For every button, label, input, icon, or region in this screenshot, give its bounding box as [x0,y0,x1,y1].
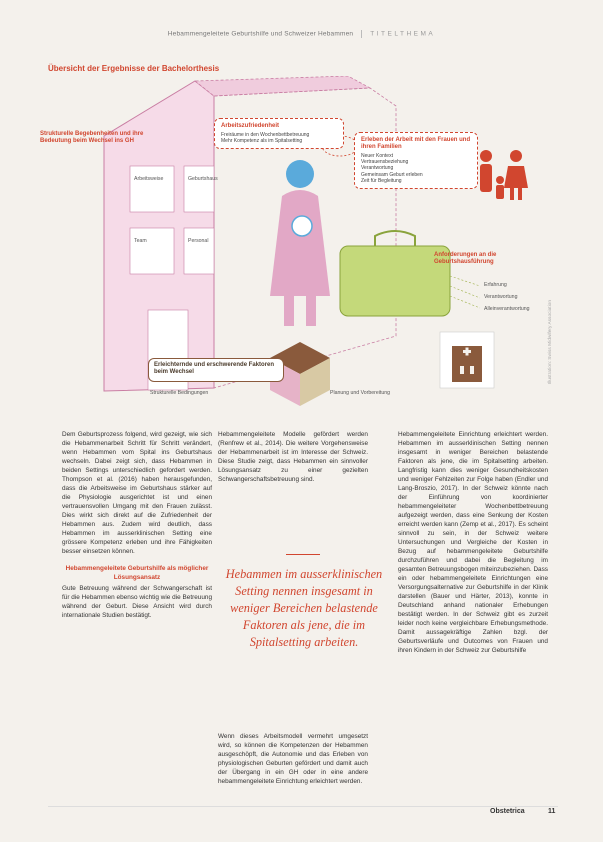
midwife-bag [340,231,450,316]
hospital-icon [440,332,494,388]
satisfaction-title: Arbeitszufriedenheit [221,123,280,129]
satisfaction-line-1: Freiräume in den Wochenbettbetreuung [221,132,310,138]
journal-name: Obstetrica [490,808,525,815]
column-3 [398,430,548,655]
family-box [354,132,478,189]
requirements-title: Anforderungen an die Geburtshausführung [434,252,497,265]
family-line-2: Vertrauensbeziehung [361,159,409,166]
quote-rule [286,554,320,555]
col2-paragraph-2: Wenn dieses Arbeitsmodell vermehrt umgesetzt wird, so können die Kompetenzen der Hebammen ausgeschöpft, die Autonomie und das Erleben von physiologischen Geburten gefördert und damit auch der Übergang in ein GH oder in eine andere hebammengeleitete Einrichtung erleichtert werden. [218,733,368,785]
factors-title: Erleichternde und erschwerende Faktoren beim Wechsel [154,362,275,375]
requirements-line-1: Erfahrung [484,282,507,288]
requirements-line-3: Alleinverantwortung [484,306,530,312]
running-title: Hebammengeleitete Geburtshilfe und Schweizer Hebammen [167,30,354,38]
column-2 [218,430,368,484]
family-line-1: Neuer Kontext [361,153,393,159]
column-1 [62,430,212,620]
header-separator [361,30,362,38]
structural-title: Strukturelle Begebenheiten und ihre Bedeutung beim Wechsel ins GH [40,131,144,144]
family-title: Erleben der Arbeit mit den Frauen und ihren Familien [361,137,471,150]
col1-paragraph: Dem Geburtsprozess folgend, wird gezeigt, wie sich die Hebammenarbeit Schritt für Schritt verändert, wenn Hebammen vom Spital ins Geburtshaus wechseln. Dabei zeigt sich, dass Hebammen in beiden Settings unterschiedlich gefordert werden. Thompson et al. (2016) haben herausgefunden, dass die Arbeitsweise im Geburtshaus stärker auf die Physiologie ausgerichtet ist und einen vertrauensvollen Umgang mit den Frauen zulässt. Dies wirkt sich direkt auf die Zufriedenheit der Hebammen aus. Zudem wird deutlich, dass Hebammen im ausserklinischen Setting eine grössere Kompetenz erleben und ihre Fähigkeiten besser einsetzen können. [62,431,212,555]
running-head [0,30,603,38]
house-label-4: Personal [188,238,209,244]
family-line-5: Zeit für Begleitung [361,177,402,184]
right-caption: Planung und Vorbereitung [330,390,390,396]
section-label: TITELTHEMA [370,30,436,38]
column-2-bottom [218,732,368,786]
left-caption: Strukturelle Bedingungen [150,390,209,396]
family-line-3: Verantwortung [361,165,394,172]
pull-quote: Hebammen im ausserklinischen Setting nennen insgesamt in weniger Bereichen belastende Faktoren als jene, die im Spitalsetting arbeiten. [225,567,383,649]
structural-box [36,128,162,150]
page-number: 11 [548,808,556,815]
family-line-4: Gemeinsam Geburt erleben [361,171,423,178]
house-label-3: Team [134,238,147,244]
col3-paragraph: Hebammengeleitete Einrichtung erleichtert werden. Hebammen im ausserklinischen Setting nennen insgesamt in weniger Bereichen belastende Faktoren als jene, die im Spitalsetting arbeiten. Langfristig kann dies weniger Gesundheitskosten und weniger Fehlzeiten zur Folge haben (Endler und Lang-Broszio, 2017). In der Schweiz könnte nach der Einführung von koordinierter hebammengeleiteter Wochenbettbetreuung aufgezeigt werden, dass eine Senkung der Kosten erreicht werden kann (Zemp et al., 2017). Es scheint sinnvoll zu sein, in der Schweiz weitere Untersuchungen und Vergleiche der Kosten in Bezug auf hebammengeleitete Geburtshilfe durchzuführen und dabei die Begleitung im gesamten Betreuungsbogen miteinzubeziehen. Dass ein oder hebammengeleitete Einrichtungen eine Versorgungsalternative zur Geburtshilfe in der Klinik darstellen (Bauer und Härter, 2013), konnte in Deutschland anhand nationaler Erhebungen bestätigt werden. In der Schweiz gibt es zurzeit leider noch keine vergleichbare Erhebungsmethode. Damit aussagekräftige Zahlen bzgl. der Geburtsverläufe und Outcomes von Frauen und ihren Kindern in der Schweiz zur Geburtshilfe [398,431,548,654]
col1-subheading: Hebammengeleitete Geburtshilfe als möglicher Lösungsansatz [65,565,209,581]
illustration-credit: Illustration: Swiss Midwifery Association [548,300,553,385]
factors-box [148,358,284,382]
satisfaction-line-2: Mehr Kompetenz als im Spitalsetting [221,138,303,145]
house-label-1: Arbeitsweise [134,176,164,182]
requirements-line-2: Verantwortung [484,294,518,300]
satisfaction-box [214,118,344,149]
family-icon [480,150,528,200]
house-label-2: Geburtshaus [188,176,218,182]
col2-paragraph: Hebammengeleitete Modelle gefördert werden (Renfrew et al., 2014). Die weitere Vorgehensweise der Hebammenarbeit ist im Interesse der Schweiz. Diese Studie zeigt, dass Hebammen ein sinnvoller Lösungsansatz zu einer gezielten Schwangerschaftsbetreuung sind. [218,431,368,483]
figure-title: Übersicht der Ergebnisse der Bachelorthesis [48,64,220,73]
col1-paragraph-2: Gute Betreuung während der Schwangerschaft ist für die Hebammen ebenso wichtig wie die Betreuung während der Geburt. Diese Ansicht wird durch internationale Studien bestätigt. [62,585,212,619]
midwife-figure [270,160,330,326]
footer-rule [48,806,558,807]
